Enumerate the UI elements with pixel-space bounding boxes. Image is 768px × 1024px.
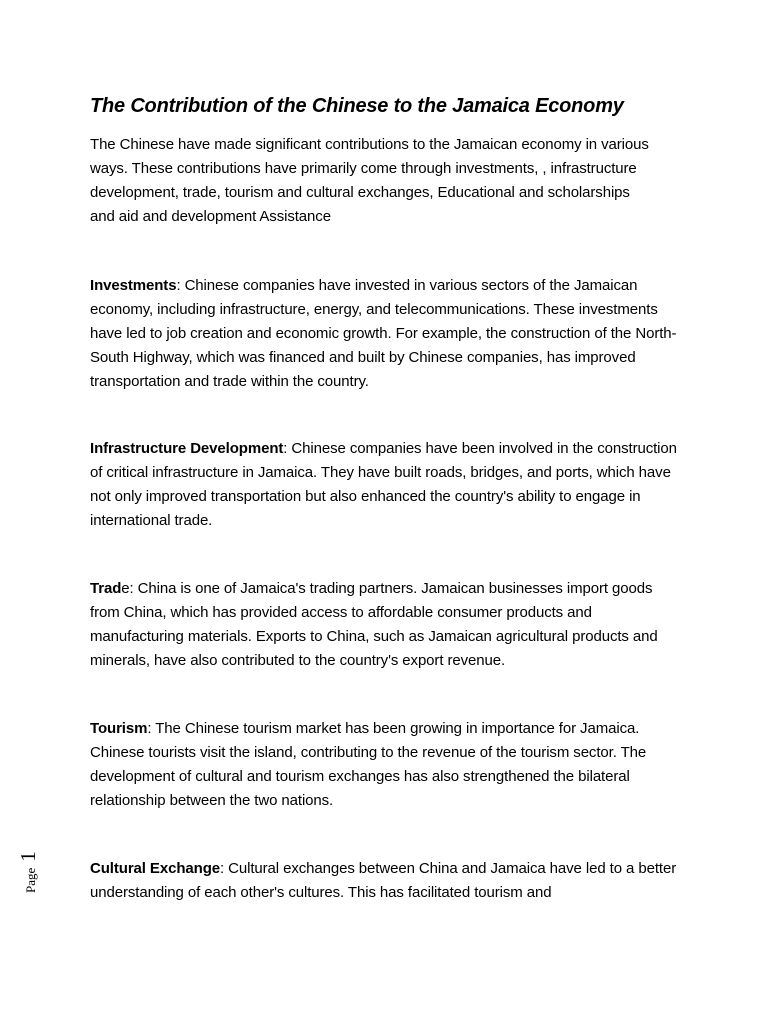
section-investments bbox=[90, 274, 680, 394]
section-trade bbox=[90, 577, 680, 673]
page-number-label: Page bbox=[23, 867, 38, 893]
section-cultural-exchange bbox=[90, 857, 680, 905]
document-title: The Contribution of the Chinese to the Jamaica Economy bbox=[90, 95, 624, 117]
section-body: e: China is one of Jamaica's trading partners. Jamaican businesses import goods from China, which has provided access to affordable consumer products and manufacturing materials. Exports to China, such as Jamaican agricultural products and minerals, have also contributed to the country's export revenue. bbox=[90, 580, 658, 669]
section-body: : Chinese companies have been involved in the construction of critical infrastructure in Jamaica. They have built roads, bridges, and ports, which have not only improved transportation but also enhanced the country's ability to engage in international trade. bbox=[90, 440, 677, 529]
section-body: : Chinese companies have invested in various sectors of the Jamaican economy, including infrastructure, energy, and telecommunications. These investments have led to job creation and economic growth. For example, the construction of the North-South Highway, which was financed and built by Chinese companies, has improved transportation and trade within the country. bbox=[90, 277, 677, 390]
page-number bbox=[16, 851, 41, 893]
section-heading: Cultural Exchange bbox=[90, 860, 220, 877]
intro-paragraph: The Chinese have made significant contributions to the Jamaican economy in various ways. These contributions have primarily come through investments, , infrastructure development, trade, tourism and cultural exchanges, Educational and scholarships and aid and development Assistance bbox=[90, 136, 649, 225]
section-heading: Tourism bbox=[90, 720, 148, 737]
section-tourism bbox=[90, 717, 680, 813]
section-heading: Trad bbox=[90, 580, 122, 597]
section-heading: Infrastructure Development bbox=[90, 440, 284, 457]
section-body: : Cultural exchanges between China and Jamaica have led to a better understanding of each other's cultures. This has facilitated tourism and bbox=[90, 860, 677, 901]
section-body: : The Chinese tourism market has been growing in importance for Jamaica. Chinese tourists visit the island, contributing to the revenue of the tourism sector. The development of cultural and tourism exchanges has also strengthened the bilateral relationship between the two nations. bbox=[90, 720, 647, 809]
page-number-value: 1 bbox=[16, 851, 40, 862]
section-heading: Investments bbox=[90, 277, 177, 294]
section-infrastructure bbox=[90, 437, 680, 533]
